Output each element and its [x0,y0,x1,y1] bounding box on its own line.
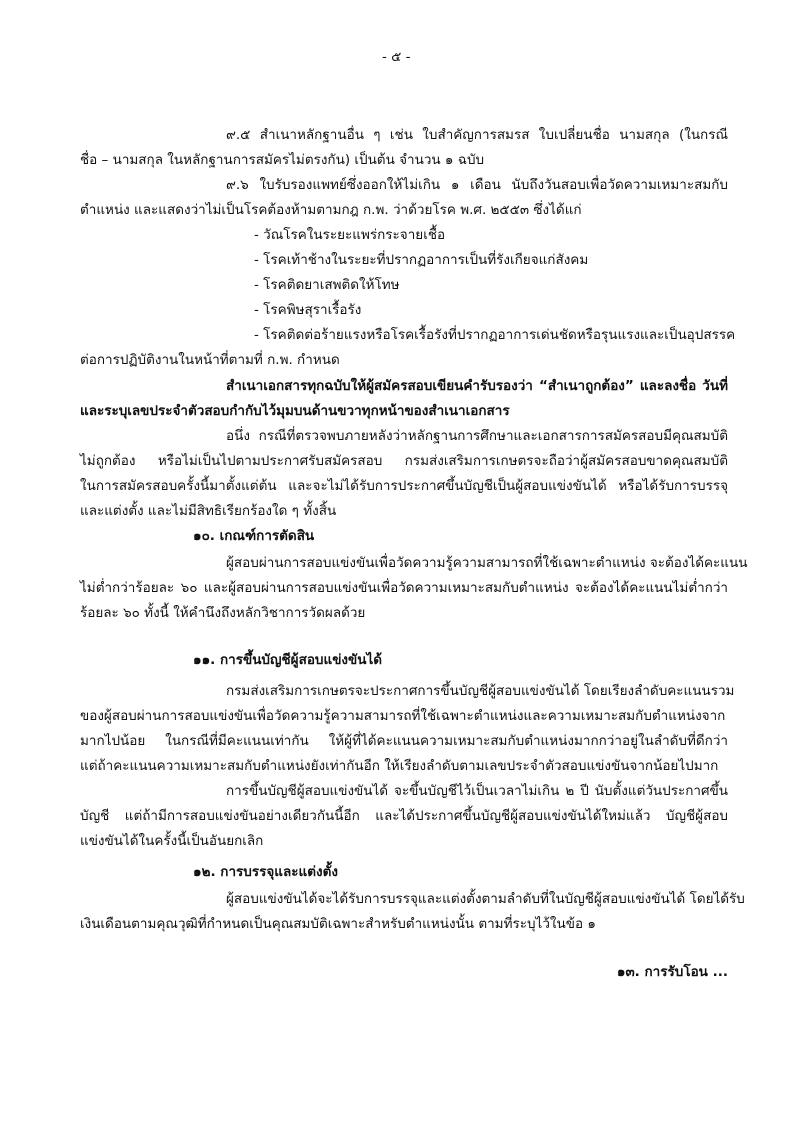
next-section-continuation: ๑๓. การรับโอน ... [616,964,728,980]
certify-note-line-2: และระบุเลขประจำตัวสอบกำกับไว้มุมบนด้านขวาทุกหน้าของสำเนาเอกสาร [80,403,510,419]
section-10-line: ไม่ต่ำกว่าร้อยละ ๖๐ และผู้สอบผ่านการสอบแข่งขันเพื่อวัดความเหมาะสมกับตำแหน่ง จะต้องได้คะแนนไม่ต่ำกว่า [80,580,728,596]
section-11-para1-line: แต่ถ้าคะแนนความเหมาะสมกับตำแหน่งยังเท่ากันอีก ให้เรียงลำดับตามเลขประจำตัวสอบแข่งขันจากน้อยไปมาก [80,758,719,774]
section-11-para1-line: ของผู้สอบผ่านการสอบแข่งขันเพื่อวัดความรู้ความสามารถที่ใช้เฉพาะตำแหน่งและความเหมาะสมกับตำแหน่งจาก [80,708,726,724]
page-number: - ๕ - [382,49,411,65]
disease-item: - โรคติดต่อร้ายแรงหรือโรคเรื้อรังที่ปรากฏอาการเด่นชัดหรือรุนแรงและเป็นอุปสรรค [254,327,736,343]
disease-item: - โรคเท้าช้างในระยะที่ปรากฏอาการเป็นที่รังเกียจแก่สังคม [254,252,589,268]
invalid-note-line: และแต่งตั้ง และไม่มีสิทธิเรียกร้องใด ๆ ทั้งสิ้น [80,503,337,519]
section-12-heading: ๑๒. การบรรจุและแต่งตั้ง [193,864,338,880]
invalid-note-line: อนึ่ง กรณีที่ตรวจพบภายหลังว่าหลักฐานการศึกษาและเอกสารการสมัครสอบมีคุณสมบัติ [226,428,728,444]
section-11-para2-line: การขึ้นบัญชีผู้สอบแข่งขันได้ จะขึ้นบัญชีไว้เป็นเวลาไม่เกิน ๒ ปี นับตั้งแต่วันประกาศขึ้น [226,783,728,799]
invalid-note-line: ไม่ถูกต้อง หรือไม่เป็นไปตามประกาศรับสมัครสอบ กรมส่งเสริมการเกษตรจะถือว่าผู้สมัครสอบขาดคุณสมบัติ [80,453,728,469]
section-11-heading: ๑๑. การขึ้นบัญชีผู้สอบแข่งขันได้ [193,652,383,668]
section-11-para2-line: แข่งขันได้ในครั้งนี้เป็นอันยกเลิก [80,833,264,849]
item-9-5-line-2: ชื่อ – นามสกุล ในหลักฐานการสมัครไม่ตรงกัน) เป็นต้น จำนวน ๑ ฉบับ [80,152,485,168]
certify-note-line-1: สำเนาเอกสารทุกฉบับให้ผู้สมัครสอบเขียนคำรับรองว่า “สำเนาถูกต้อง” และลงชื่อ วันที่ [226,378,728,394]
disease-item-continuation: ต่อการปฏิบัติงานในหน้าที่ตามที่ ก.พ. กำหนด [80,352,340,368]
disease-item: - โรคติดยาเสพติดให้โทษ [254,277,400,293]
section-12-line: เงินเดือนตามคุณวุฒิที่กำหนดเป็นคุณสมบัติเฉพาะสำหรับตำแหน่งนั้น ตามที่ระบุไว้ในข้อ ๑ [80,916,596,932]
item-9-6-line-1: ๙.๖ ใบรับรองแพทย์ซึ่งออกให้ไม่เกิน ๑ เดือน นับถึงวันสอบเพื่อวัดความเหมาะสมกับ [226,177,728,193]
section-11-para2-line: บัญชี แต่ถ้ามีการสอบแข่งขันอย่างเดียวกันนี้อีก และได้ประกาศขึ้นบัญชีผู้สอบแข่งขันได้ใหม่แล้ว บัญชีผู้สอบ [80,808,728,824]
item-9-5-line-1: ๙.๕ สำเนาหลักฐานอื่น ๆ เช่น ใบสำคัญการสมรส ใบเปลี่ยนชื่อ นามสกุล (ในกรณี [226,127,728,143]
disease-item: - วัณโรคในระยะแพร่กระจายเชื้อ [254,227,446,243]
section-12-line: ผู้สอบแข่งขันได้จะได้รับการบรรจุและแต่งตั้งตามลำดับที่ในบัญชีผู้สอบแข่งขันได้ โดยได้รับ [226,891,745,907]
section-10-heading: ๑๐. เกณฑ์การตัดสิน [193,528,315,544]
section-10-line: ผู้สอบผ่านการสอบแข่งขันเพื่อวัดความรู้ความสามารถที่ใช้เฉพาะตำแหน่ง จะต้องได้คะแนน [226,555,748,571]
section-11-para1-line: กรมส่งเสริมการเกษตรจะประกาศการขึ้นบัญชีผู้สอบแข่งขันได้ โดยเรียงลำดับคะแนนรวม [226,683,735,699]
section-11-para1-line: มากไปน้อย ในกรณีที่มีคะแนนเท่ากัน ให้ผู้ที่ได้คะแนนความเหมาะสมกับตำแหน่งมากกว่าอยู่ในลำดับที่ดีกว่า [80,733,728,749]
disease-item: - โรคพิษสุราเรื้อรัง [254,302,362,318]
item-9-6-line-2: ตำแหน่ง และแสดงว่าไม่เป็นโรคต้องห้ามตามกฎ ก.พ. ว่าด้วยโรค พ.ศ. ๒๕๕๓ ซึ่งได้แก่ [80,202,582,218]
section-10-line: ร้อยละ ๖๐ ทั้งนี้ ให้คำนึงถึงหลักวิชาการวัดผลด้วย [80,605,366,621]
invalid-note-line: ในการสมัครสอบครั้งนี้มาตั้งแต่ต้น และจะไม่ได้รับการประกาศขึ้นบัญชีเป็นผู้สอบแข่งขันได้ หรือได้รับการบรรจุ [80,478,728,494]
